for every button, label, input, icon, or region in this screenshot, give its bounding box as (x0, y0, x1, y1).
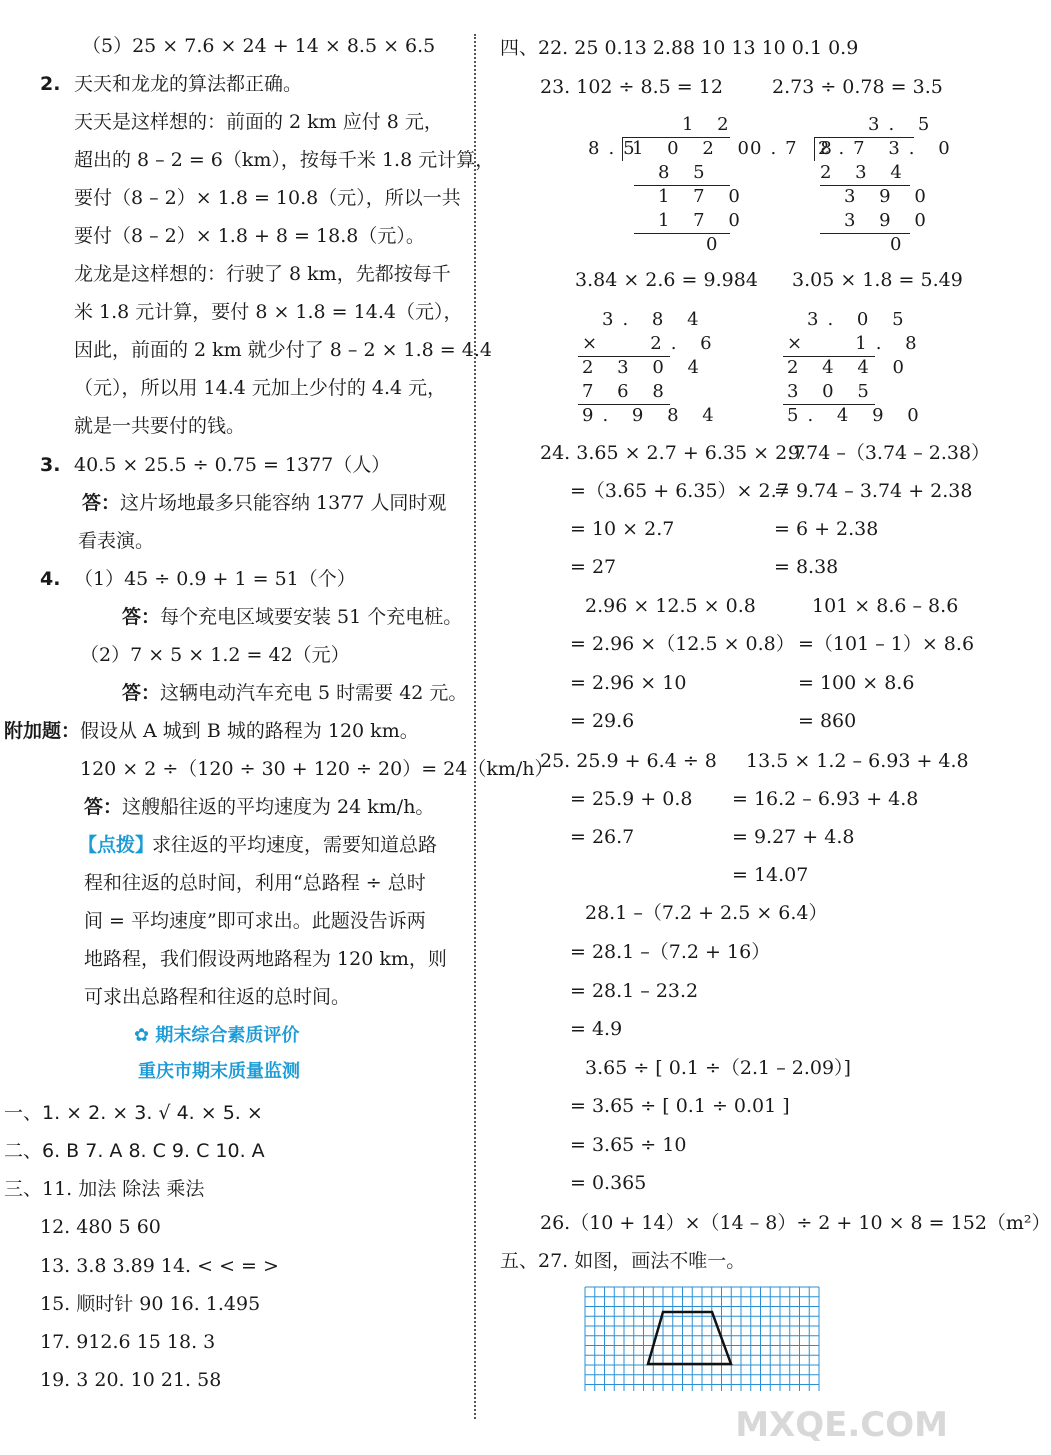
q24a3: = 10 × 2.7 (570, 518, 675, 540)
step-4: 0 (890, 234, 911, 255)
q24b2: = 9.74 – 3.74 + 2.38 (774, 480, 973, 502)
r2a: 23. 102 ÷ 8.5 = 12 (540, 76, 723, 98)
step-3: 3 9 0 (844, 210, 935, 231)
mult-eq-1: 3.84 × 2.6 = 9.984 (575, 269, 758, 291)
q25d3: = 3.65 ÷ 10 (570, 1134, 687, 1156)
tip-b: 程和往返的总时间，利用“总路程 ÷ 总时 (84, 872, 426, 894)
q2-i: （元），所以用 14.4 元加上少付的 4.4 元， (74, 377, 447, 399)
q2-h: 因此，前面的 2 km 就少付了 8 – 2 × 1.8 = 4.4 (74, 339, 492, 361)
q27: 五、27. 如图，画法不唯一。 (500, 1250, 746, 1272)
tip-a: 求往返的平均速度，需要知道总路 (152, 834, 438, 856)
q2-g: 米 1.8 元计算，要付 8 × 1.8 = 14.4（元）， (74, 301, 463, 323)
answer-label: 答： (122, 682, 161, 704)
q24c3: = 2.96 × 10 (570, 672, 687, 694)
divisor: 8.5 (588, 138, 644, 159)
answer-label: 答： (82, 492, 121, 514)
column-divider (474, 34, 476, 1419)
dividend: 1 0 2 0 (632, 138, 758, 159)
mult-eq-2: 3.05 × 1.8 = 5.49 (792, 269, 963, 291)
q24a2: =（3.65 + 6.35）× 2.7 (570, 480, 789, 502)
q25c3: = 28.1 – 23.2 (570, 980, 699, 1002)
q4-d: 这辆电动汽车充电 5 时需要 42 元。 (160, 682, 468, 704)
q2-j: 就是一共要付的钱。 (74, 415, 246, 437)
dividend: 2.7 3. 0 (818, 138, 959, 159)
tip-d: 地路程，我们假设两地路程为 120 km，则 (84, 948, 447, 970)
q2-e: 要付（8 – 2）× 1.8 + 8 = 18.8（元）。 (74, 225, 425, 247)
quotient: 3. 5 (868, 114, 939, 135)
paw-icon: ✿ (134, 1025, 156, 1046)
trapezoid-grid-figure (585, 1287, 819, 1391)
q24c4: = 29.6 (570, 710, 635, 732)
q24c: 2.96 × 12.5 × 0.8 (585, 595, 756, 617)
tip-c: 间 = 平均速度”即可求出。此题没告诉两 (84, 910, 426, 932)
answer-label: 答： (84, 796, 123, 818)
tip-e: 可求出总路程和往返的总时间。 (84, 986, 351, 1008)
answers-4: 12. 480 5 60 (40, 1216, 161, 1238)
step-1: 8 5 (658, 162, 714, 183)
q24b4: = 8.38 (774, 556, 839, 578)
step-2: 3 9 0 (844, 186, 935, 207)
section-title: ✿ 期末综合素质评价 (134, 1025, 300, 1046)
q25a2: = 25.9 + 0.8 (570, 788, 693, 810)
q4-a: （1）45 ÷ 0.9 + 1 = 51（个） (74, 568, 356, 590)
q3-c: 看表演。 (78, 530, 155, 552)
q2-f: 龙龙是这样想的：行驶了 8 km，先都按每千 (74, 263, 451, 285)
r1: 四、22. 25 0.13 2.88 10 13 10 0.1 0.9 (500, 37, 859, 59)
l1: （5）25 × 7.6 × 24 + 14 × 8.5 × 6.5 (82, 35, 436, 57)
q25b2: = 16.2 – 6.93 + 4.8 (732, 788, 919, 810)
q24d2: =（101 – 1）× 8.6 (798, 633, 975, 655)
q2-c: 超出的 8 – 2 = 6（km），按每千米 1.8 元计算， (74, 149, 495, 171)
product: 5. 4 9 0 (787, 405, 928, 426)
q25a: 25. 25.9 + 6.4 ÷ 8 (540, 750, 717, 772)
answers-5: 13. 3.8̇ 3.89 14. < < = > (40, 1255, 279, 1277)
answers-1: 一、1. × 2. × 3. √ 4. × 5. × (4, 1102, 263, 1124)
trapezoid-shape (648, 1312, 731, 1364)
q25b: 13.5 × 1.2 – 6.93 + 4.8 (746, 750, 969, 772)
factor-1: 3. 8 4 (602, 309, 708, 330)
extra-label: 附加题： (4, 720, 81, 742)
partial-1: 2 3 0 4 (582, 357, 708, 378)
q24a: 24. 3.65 × 2.7 + 6.35 × 2.7 (540, 442, 806, 464)
step-1: 2 3 4 (820, 162, 911, 183)
q25b4: = 14.07 (732, 864, 809, 886)
partial-2: 3 0 5 (787, 381, 878, 402)
q25d4: = 0.365 (570, 1172, 647, 1194)
partial-1: 2 4 4 0 (787, 357, 913, 378)
step-3: 1 7 0 (658, 210, 749, 231)
q24b3: = 6 + 2.38 (774, 518, 879, 540)
factor-2: × 2. 6 (582, 333, 721, 354)
q25c: 28.1 –（7.2 + 2.5 × 6.4） (585, 902, 828, 924)
q25c2: = 28.1 –（7.2 + 16） (570, 941, 771, 963)
q4-c: （2）7 × 5 × 1.2 = 42（元） (80, 644, 350, 666)
q2-b: 天天是这样想的：前面的 2 km 应付 8 元， (74, 111, 443, 133)
q25d2: = 3.65 ÷ [ 0.1 ÷ 0.01 ] (570, 1095, 790, 1117)
step-2: 1 7 0 (658, 186, 749, 207)
q24d: 101 × 8.6 – 8.6 (812, 595, 959, 617)
q24b: 9.74 –（3.74 – 2.38） (788, 442, 991, 464)
q3-a: 40.5 × 25.5 ÷ 0.75 = 1377（人） (74, 454, 391, 476)
divisor: 0.7 8 (750, 138, 841, 159)
r2b: 2.73 ÷ 0.78 = 3.5 (772, 76, 943, 98)
answer-label: 答： (122, 606, 161, 628)
long-division-1 (588, 113, 758, 263)
partial-2: 7 6 8 (582, 381, 673, 402)
tip-label: 【点拨】 (78, 834, 155, 856)
q2-d: 要付（8 – 2）× 1.8 = 10.8（元），所以一共 (74, 187, 461, 209)
factor-2: × 1. 8 (787, 333, 926, 354)
vertical-mult-1 (578, 308, 723, 433)
quotient: 1 2 (682, 114, 738, 135)
answers-6: 15. 顺时针 90 16. 1.495 (40, 1293, 261, 1315)
q25c4: = 4.9 (570, 1018, 623, 1040)
vertical-mult-2 (783, 308, 928, 433)
ex-b: 120 × 2 ÷（120 ÷ 30 + 120 ÷ 20）= 24（km/h） (80, 758, 554, 780)
q4-b: 每个充电区域要安装 51 个充电桩。 (160, 606, 463, 628)
answers-3: 三、11. 加法 除法 乘法 (4, 1178, 205, 1200)
q2-num: 2. (40, 73, 61, 95)
factor-1: 3. 0 5 (807, 309, 913, 330)
answers-7: 17. 912.6 15 18. 3 (40, 1331, 216, 1353)
q4-num: 4. (40, 568, 61, 590)
q25b3: = 9.27 + 4.8 (732, 826, 855, 848)
answers-2: 二、6. B 7. A 8. C 9. C 10. A (4, 1140, 265, 1162)
q2-a: 天天和龙龙的算法都正确。 (74, 73, 303, 95)
q3-b: 这片场地最多只能容纳 1377 人同时观 (120, 492, 447, 514)
q24c2: = 2.96 ×（12.5 × 0.8） (570, 633, 795, 655)
watermark: MXQE.COM (735, 1405, 948, 1445)
answers-8: 19. 3 20. 10 21. 58 (40, 1369, 222, 1391)
step-4: 0 (706, 234, 727, 255)
q25a3: = 26.7 (570, 826, 635, 848)
long-division-2 (750, 113, 959, 263)
q26: 26.（10 + 14）×（14 – 8）÷ 2 + 10 × 8 = 152（m²） (540, 1212, 1051, 1234)
q3-num: 3. (40, 454, 61, 476)
q25d: 3.65 ÷ [ 0.1 ÷（2.1 – 2.09）] (585, 1057, 851, 1079)
section-subtitle: 重庆市期末质量监测 (138, 1061, 300, 1082)
ex-a: 假设从 A 城到 B 城的路程为 120 km。 (80, 720, 419, 742)
ex-c: 这艘船往返的平均速度为 24 km/h。 (122, 796, 435, 818)
q24d3: = 100 × 8.6 (798, 672, 915, 694)
product: 9. 9 8 4 (582, 405, 723, 426)
q24d4: = 860 (798, 710, 857, 732)
q24a4: = 27 (570, 556, 617, 578)
